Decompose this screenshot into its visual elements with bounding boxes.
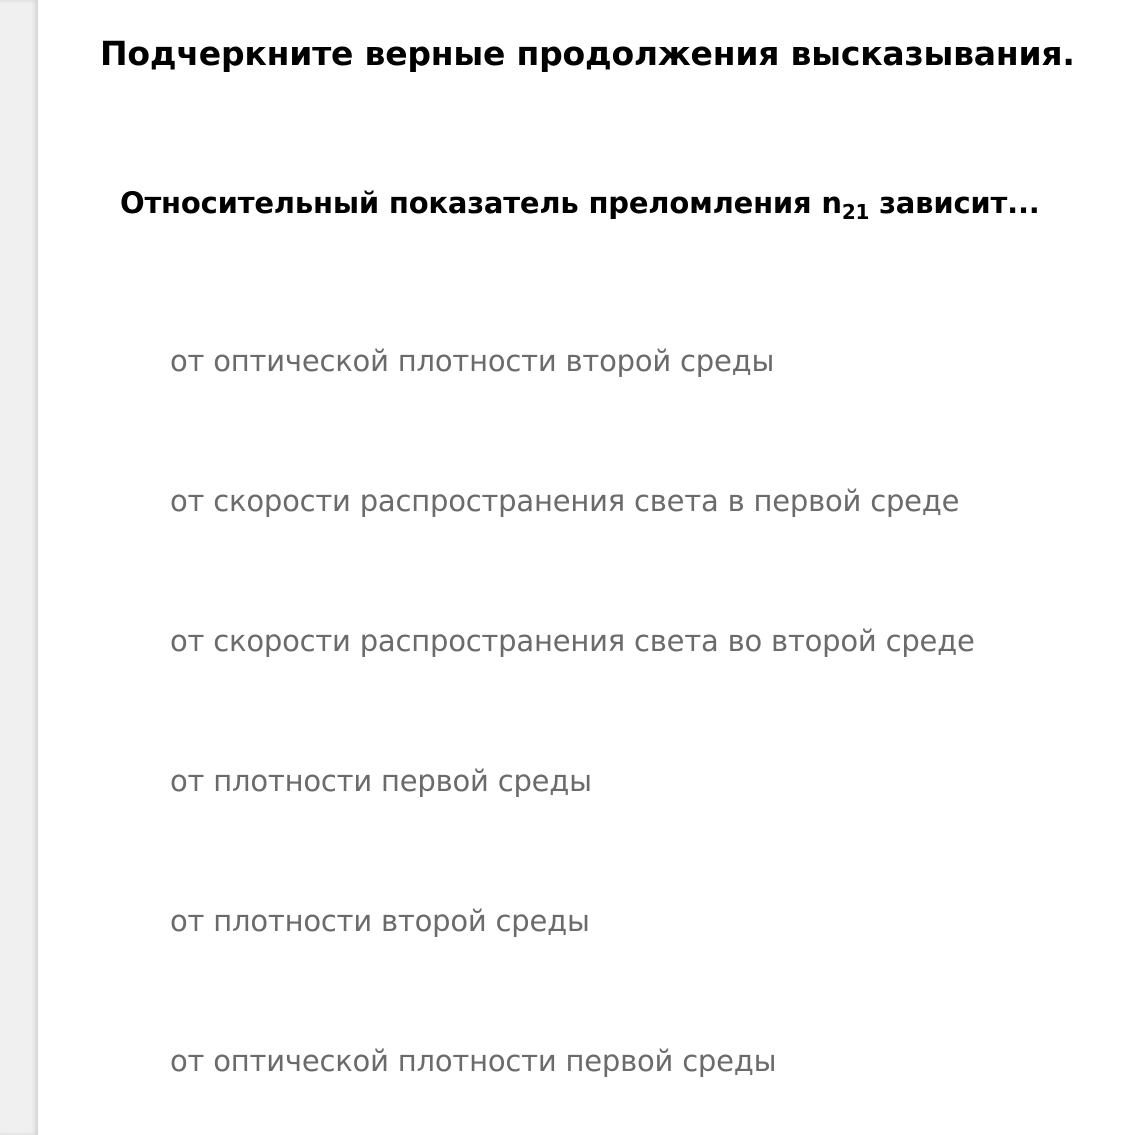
answer-option[interactable]: от скорости распространения света во второй среде	[170, 624, 975, 658]
answer-option[interactable]: от плотности второй среды	[170, 904, 590, 938]
question-subscript: 21	[841, 200, 870, 224]
instruction-title: Подчеркните верные продолжения высказывания.	[100, 34, 1075, 73]
answer-option[interactable]: от оптической плотности второй среды	[170, 344, 775, 378]
question-suffix: зависит...	[869, 186, 1040, 220]
answer-option[interactable]: от скорости распространения света в первой среде	[170, 484, 960, 518]
question-text	[120, 186, 1040, 224]
question-prefix: Относительный показатель преломления n	[120, 186, 842, 220]
answer-option[interactable]: от оптической плотности первой среды	[170, 1044, 777, 1078]
answer-option[interactable]: от плотности первой среды	[170, 764, 592, 798]
exercise-panel	[38, 0, 1131, 1135]
left-gutter	[0, 0, 38, 1135]
